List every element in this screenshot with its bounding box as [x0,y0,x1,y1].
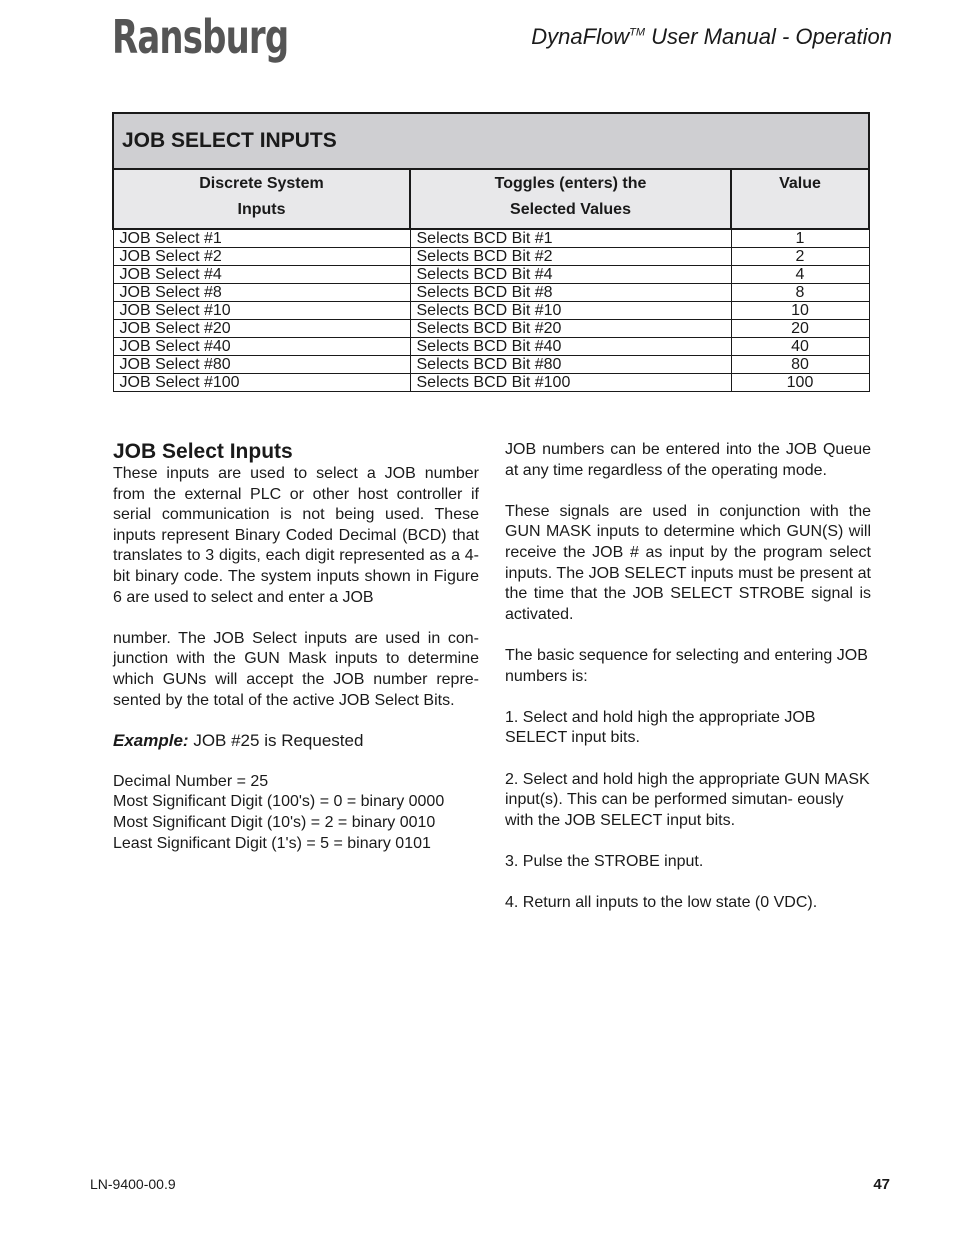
table-row [113,266,869,284]
paragraph: These inputs are used to select a JOB number from the external PLC or other host controller if serial communication is not being used. These inputs represent Binary Coded Decimal (BCD) that translates to 3 digits, each digit represented as a 4-bit binary code. The system inputs shown in Figure 6 are used to select and enter a JOB [113,465,479,606]
input-cell: JOB Select #1 [113,229,410,248]
paragraph: These signals are used in conjunction with the GUN MASK inputs to determine which GUN(S) will receive the JOB # as input by the program select inputs. The JOB SELECT inputs must be present at the time that the JOB SELECT STROBE signal is activated. [505,502,871,623]
toggle-cell: Selects BCD Bit #80 [410,356,731,374]
calculation-line: Most Significant Digit (10's) = 2 = binary 0010 [113,813,436,831]
toggle-cell: Selects BCD Bit #10 [410,302,731,320]
column-header-line: Discrete System [199,175,324,192]
value-cell: 2 [731,248,869,266]
value-cell: 80 [731,356,869,374]
section-heading: JOB Select Inputs [113,440,293,463]
sequence-step: 1. Select and hold high the appropriate JOB SELECT input bits. [505,708,816,747]
table-row [113,248,869,266]
job-select-inputs-table [112,112,870,392]
title-prefix: DynaFlow [531,24,630,49]
toggle-cell: Selects BCD Bit #40 [410,338,731,356]
value-cell: 40 [731,338,869,356]
column-header-line: Value [779,175,821,192]
left-column [113,440,479,854]
toggle-cell: Selects BCD Bit #8 [410,284,731,302]
column-header-line: Selected Values [510,201,631,218]
toggle-cell: Selects BCD Bit #100 [410,374,731,392]
example-label: Example: [113,731,189,751]
input-cell: JOB Select #4 [113,266,410,284]
ransburg-logo: Ransburg [112,10,289,64]
calculation-line: Most Significant Digit (100's) = 0 = binary 0000 [113,793,445,811]
column-header-toggles [410,169,731,229]
input-cell: JOB Select #2 [113,248,410,266]
value-cell: 8 [731,284,869,302]
table-title: JOB SELECT INPUTS [113,113,869,169]
calculation-line: Decimal Number = 25 [113,772,269,790]
toggle-cell: Selects BCD Bit #4 [410,266,731,284]
input-cell: JOB Select #20 [113,320,410,338]
input-cell: JOB Select #10 [113,302,410,320]
example-text: JOB #25 is Requested [188,731,364,751]
table-row [113,374,869,392]
value-cell: 100 [731,374,869,392]
input-cell: JOB Select #40 [113,338,410,356]
table-row [113,229,869,248]
paragraph: JOB numbers can be entered into the JOB Queue at any time regardless of the operating mode. [505,441,871,479]
column-header-line: Toggles (enters) the [494,175,647,192]
calculation-line: Least Significant Digit (1's) = 5 = binary 0101 [113,834,431,852]
value-cell: 20 [731,320,869,338]
value-cell: 1 [731,229,869,248]
calculation-block [113,772,479,854]
right-column [505,440,871,934]
example-line [113,731,479,752]
toggle-cell: Selects BCD Bit #20 [410,320,731,338]
input-cell: JOB Select #100 [113,374,410,392]
table-row [113,284,869,302]
table-row [113,338,869,356]
page-number: 47 [873,1176,890,1193]
paragraph: The basic sequence for selecting and entering JOB numbers is: [505,646,868,685]
column-header-value [731,169,869,229]
table-row [113,356,869,374]
sequence-step: 3. Pulse the STROBE input. [505,852,704,870]
title-suffix: User Manual - Operation [645,24,892,49]
manual-title [531,24,892,50]
trademark-mark: TM [629,26,645,39]
document-number: LN-9400-00.9 [90,1176,176,1192]
column-header-line: Inputs [237,201,286,218]
column-header-discrete-inputs [113,169,410,229]
input-cell: JOB Select #8 [113,284,410,302]
sequence-step: 4. Return all inputs to the low state (0 VDC). [505,894,818,912]
sequence-step: 2. Select and hold high the appropriate GUN MASK input(s). This can be performed simutan- eously with the JOB SELECT input bits. [505,770,870,829]
toggle-cell: Selects BCD Bit #1 [410,229,731,248]
toggle-cell: Selects BCD Bit #2 [410,248,731,266]
table-row [113,320,869,338]
input-cell: JOB Select #80 [113,356,410,374]
value-cell: 10 [731,302,869,320]
value-cell: 4 [731,266,869,284]
table-row [113,302,869,320]
paragraph: number. The JOB Select inputs are used in con- junction with the GUN Mask inputs to determine which GUNs will accept the JOB number repre- sented by the total of the active JOB Select Bits. [113,629,479,709]
